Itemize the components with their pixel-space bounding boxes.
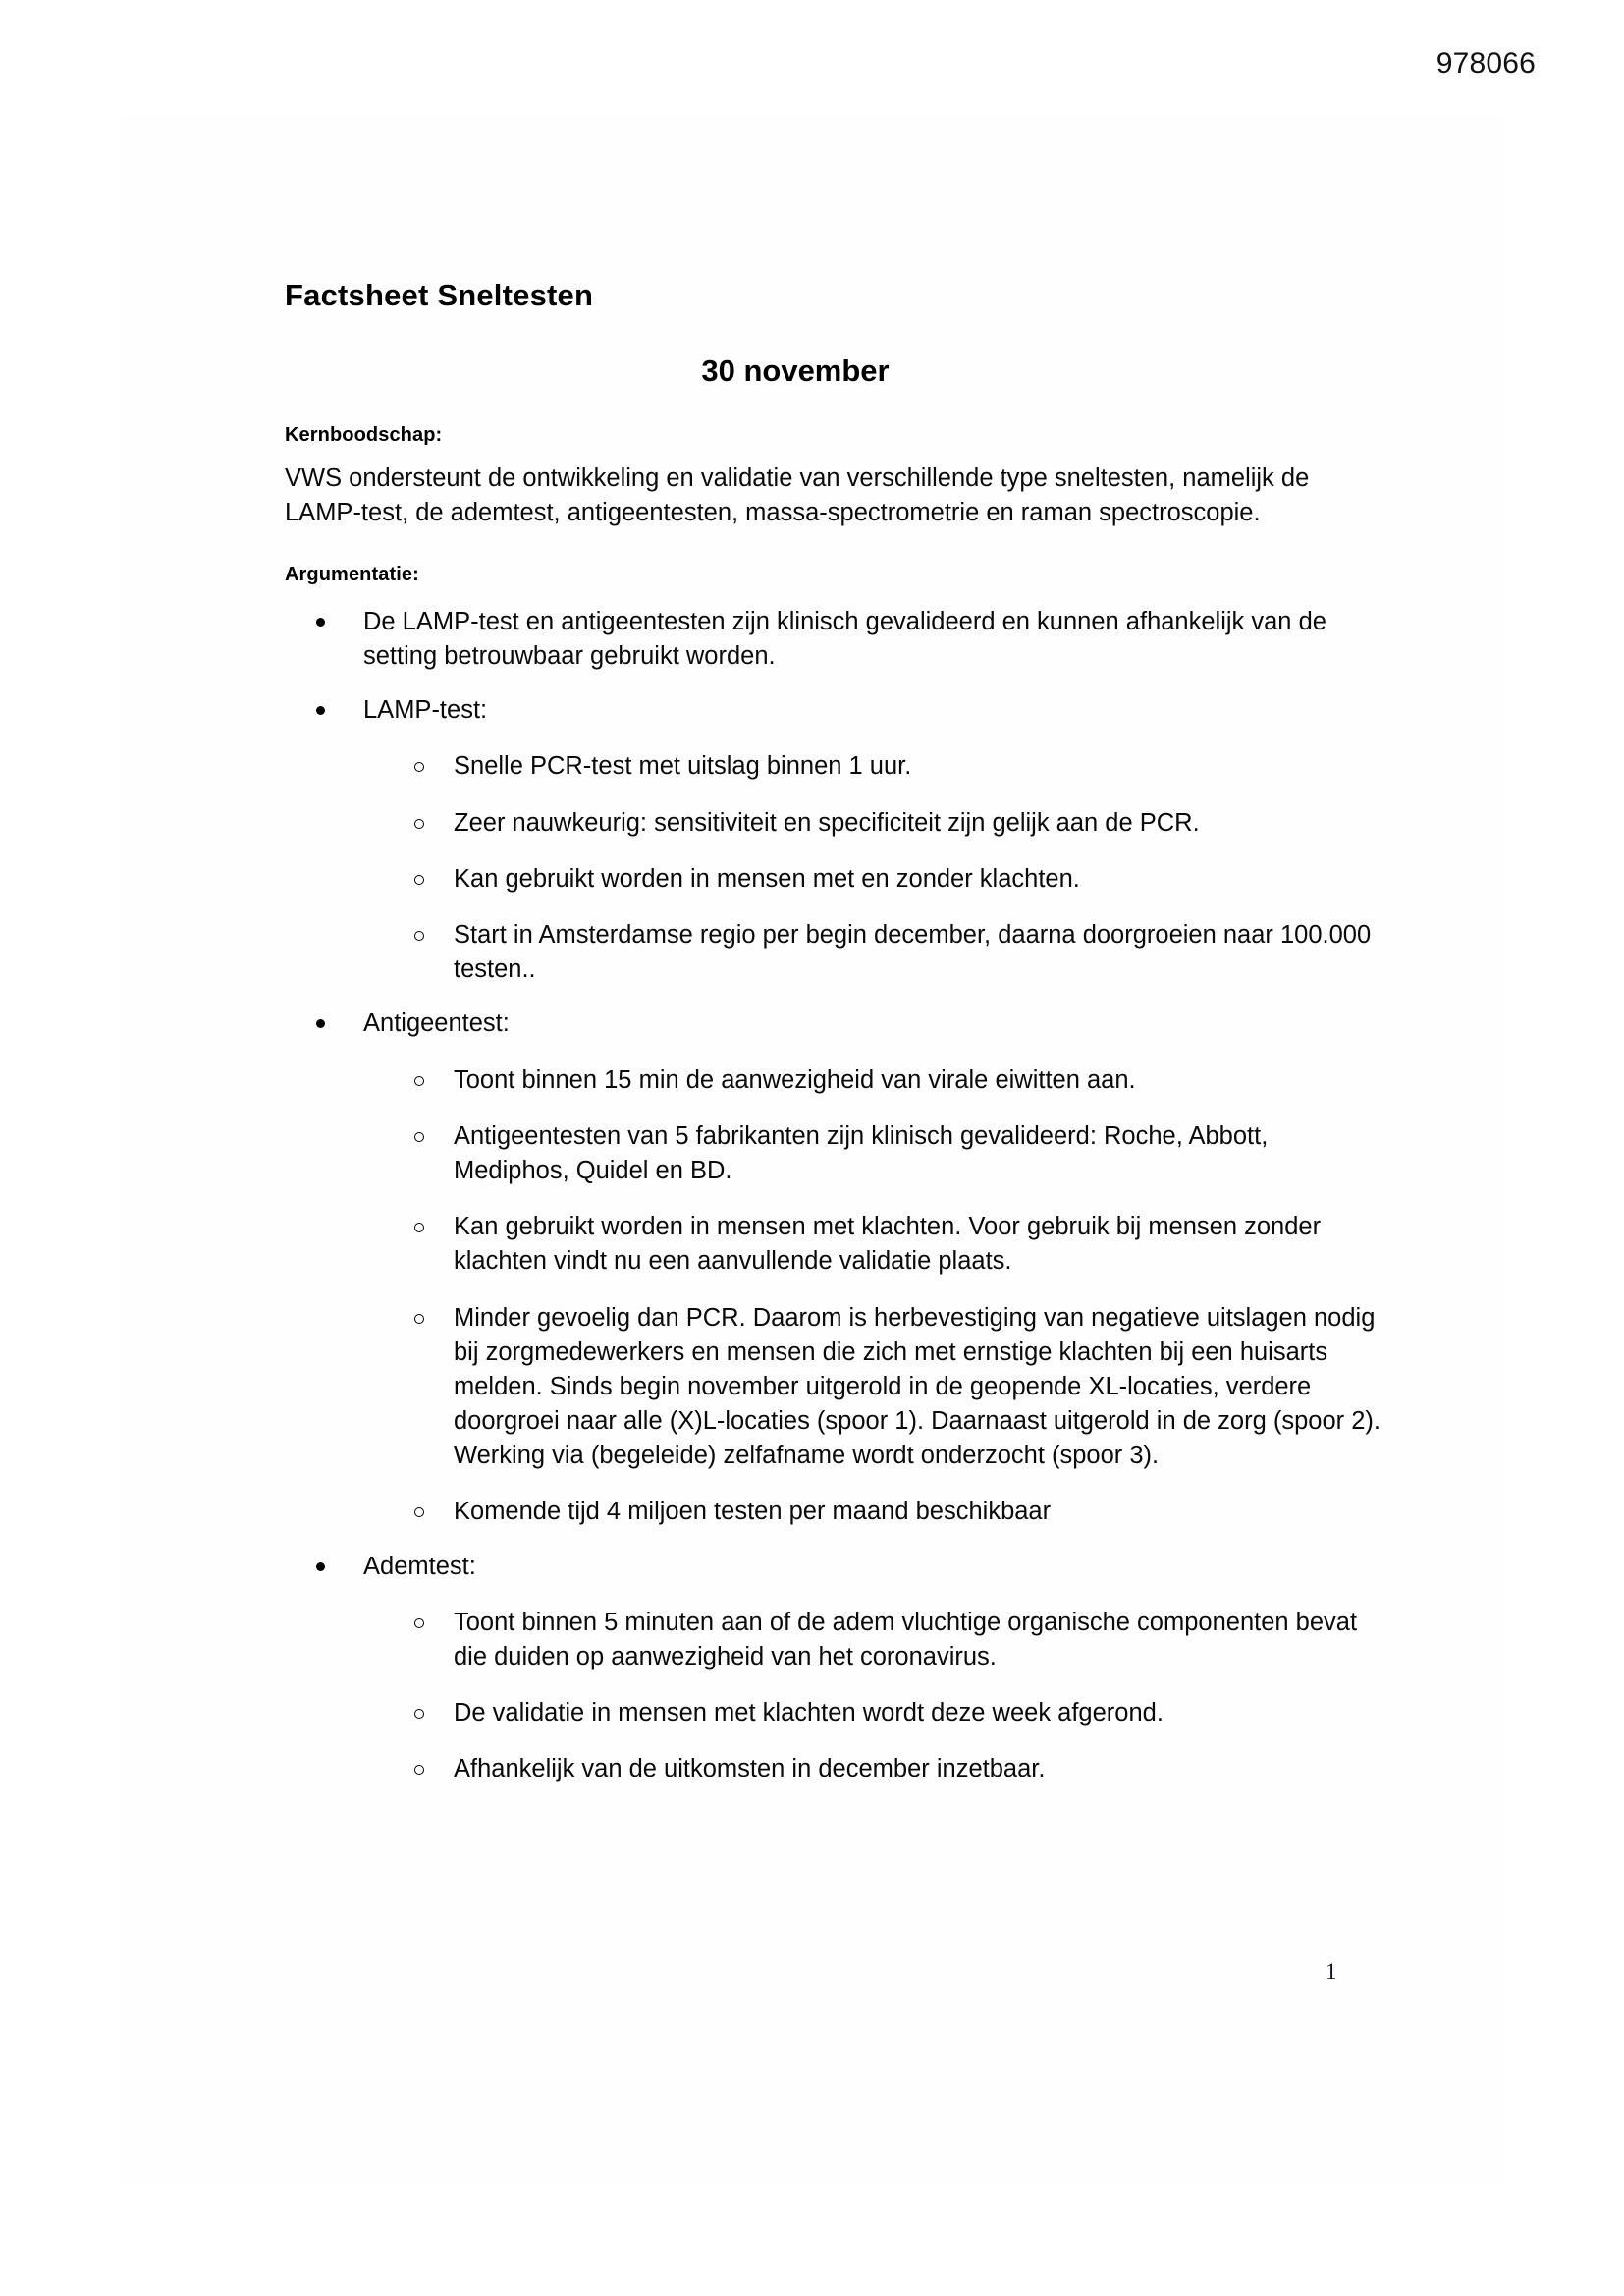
sublist-ademtest xyxy=(363,1606,1384,1787)
sublist-item xyxy=(363,1210,1384,1279)
sublist-item xyxy=(363,749,1384,784)
page-number: 1 xyxy=(1326,1959,1337,1984)
sublist-item-label: De validatie in mensen met klachten wordt deze week afgerond. xyxy=(454,1699,1164,1727)
list-item-label: Antigeentest: xyxy=(363,1010,510,1038)
sublist-item-label: Toont binnen 5 minuten aan of de adem vluchtige organische componenten bevat die duiden op aanwezigheid van het coronavirus. xyxy=(454,1608,1358,1670)
section-label-argumentatie: Argumentatie: xyxy=(285,563,419,585)
document-date: 30 november xyxy=(701,353,890,388)
sublist-item-label: Kan gebruikt worden in mensen met klachten. Voor gebruik bij mensen zonder klachten vindt nu een aanvullende validatie plaats. xyxy=(454,1213,1322,1276)
sublist-item-label: Komende tijd 4 miljoen testen per maand beschikbaar xyxy=(454,1498,1052,1526)
sublist-antigeentest xyxy=(363,1064,1384,1530)
sublist-item xyxy=(363,1606,1384,1674)
sublist-item-label: Start in Amsterdamse regio per begin december, daarna doorgroeien naar 100.000 testen.. xyxy=(454,921,1372,984)
sublist-item xyxy=(363,1752,1384,1786)
list-item xyxy=(285,1007,1384,1529)
sublist-item xyxy=(363,1064,1384,1098)
sublist-item xyxy=(363,918,1384,987)
sublist-item-label: Minder gevoelig dan PCR. Daarom is herbevestiging van negatieve uitslagen nodig bij zorgmedewerkers en mensen die zich met ernstige klachten bij een huisarts melden. Sinds begin november uitgerold in de geopende XL-locaties, verdere doorgroei naar alle (X)L-locaties (spoor 1). Daarnaast uitgerold in de zorg (spoor 2). Werking via (begeleide) zelfafname wordt onderzocht (spoor 3). xyxy=(454,1303,1380,1470)
sublist-item-label: Afhankelijk van de uitkomsten in december inzetbaar. xyxy=(454,1755,1046,1783)
sublist-item-label: Zeer nauwkeurig: sensitiviteit en specificiteit zijn gelijk aan de PCR. xyxy=(454,808,1200,837)
bullet-circle-icon xyxy=(414,1223,424,1232)
bullet-disc-icon xyxy=(316,618,325,627)
document-number: 978066 xyxy=(1435,47,1536,80)
list-item-label: Ademtest: xyxy=(363,1552,476,1580)
sublist-item xyxy=(363,862,1384,897)
list-item-label: De LAMP-test en antigeentesten zijn klinisch gevalideerd en kunnen afhankelijk van de setting betrouwbaar gebruikt worden. xyxy=(363,607,1326,671)
list-item xyxy=(285,605,1384,674)
bullet-circle-icon xyxy=(414,1765,424,1775)
list-item xyxy=(285,1550,1384,1787)
sublist-lamp-test xyxy=(363,749,1384,987)
argumentatie-list xyxy=(285,605,1384,1787)
sublist-item-label: Antigeentesten van 5 fabrikanten zijn klinisch gevalideerd: Roche, Abbott, Mediphos, Quidel en BD. xyxy=(454,1121,1269,1184)
bullet-circle-icon xyxy=(414,1132,424,1142)
bullet-circle-icon xyxy=(414,1507,424,1517)
sublist-item xyxy=(363,1696,1384,1730)
list-item-label: LAMP-test: xyxy=(363,696,488,725)
sublist-item xyxy=(363,1495,1384,1529)
bullet-circle-icon xyxy=(414,931,424,941)
sublist-item-label: Toont binnen 15 min de aanwezigheid van virale eiwitten aan. xyxy=(454,1066,1136,1094)
bullet-disc-icon xyxy=(316,706,325,715)
page-title: Factsheet Sneltesten xyxy=(285,278,594,312)
sublist-item-label: Snelle PCR-test met uitslag binnen 1 uur. xyxy=(454,752,912,781)
bullet-circle-icon xyxy=(414,1618,424,1628)
bullet-disc-icon xyxy=(316,1019,325,1028)
document-body xyxy=(285,277,1384,1787)
bullet-circle-icon xyxy=(414,762,424,772)
sublist-item xyxy=(363,1120,1384,1188)
bullet-circle-icon xyxy=(414,1314,424,1324)
bullet-circle-icon xyxy=(414,819,424,829)
bullet-circle-icon xyxy=(414,1709,424,1719)
sublist-item-label: Kan gebruikt worden in mensen met en zonder klachten. xyxy=(454,864,1080,893)
bullet-circle-icon xyxy=(414,875,424,885)
bullet-disc-icon xyxy=(316,1562,325,1571)
kernboodschap-paragraph: VWS ondersteunt de ontwikkeling en validatie van verschillende type sneltesten, namelijk de LAMP-test, de ademtest, antigeentesten, massa-spectrometrie en raman spectroscopie. xyxy=(285,464,1310,526)
sublist-item xyxy=(363,1301,1384,1474)
bullet-circle-icon xyxy=(414,1076,424,1086)
sublist-item xyxy=(363,806,1384,841)
section-label-kernboodschap: Kernboodschap: xyxy=(285,423,443,446)
list-item xyxy=(285,693,1384,987)
